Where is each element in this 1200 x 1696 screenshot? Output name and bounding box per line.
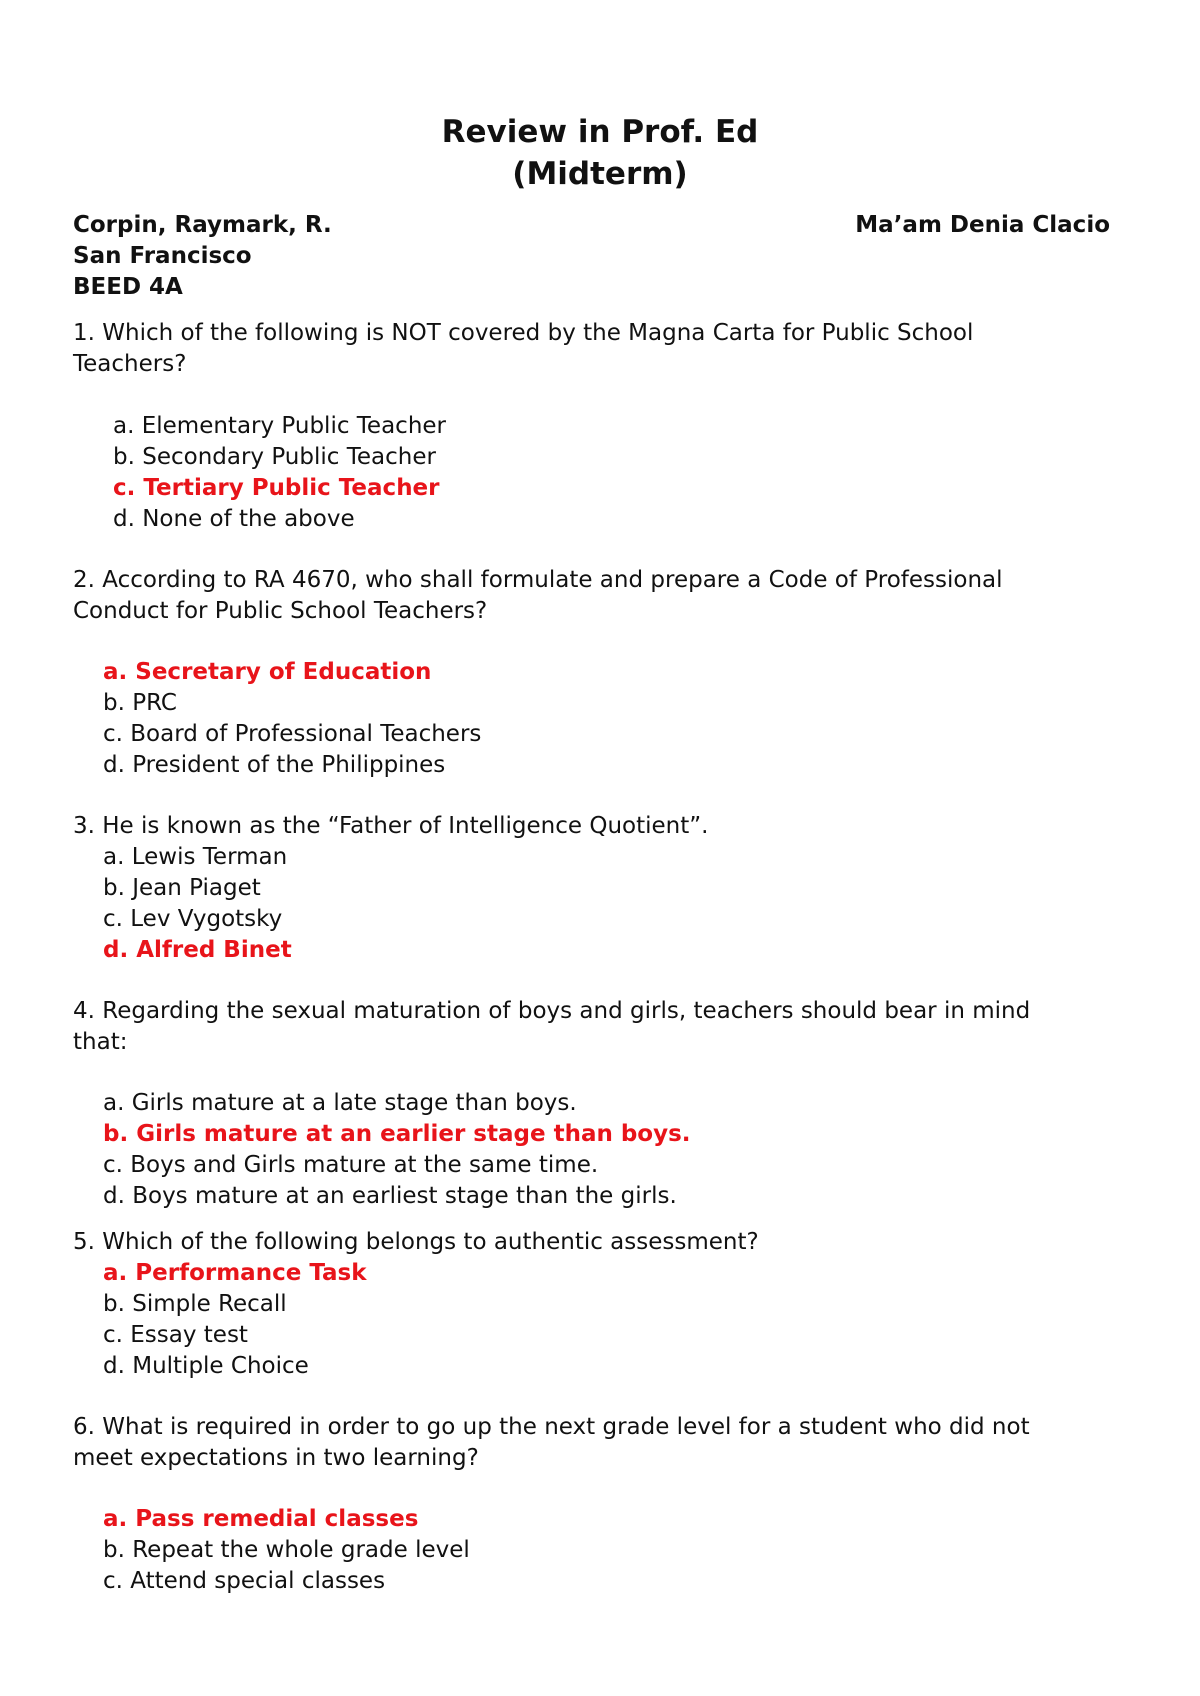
document-title: Review in Prof. Ed: [441, 114, 759, 150]
question-4-text: 4. Regarding the sexual maturation of boys and girls, teachers should bear in mind: [73, 998, 1031, 1024]
question-2-option-c: c. Board of Professional Teachers: [103, 721, 482, 747]
question-6-text: 6. What is required in order to go up the next grade level for a student who did not: [73, 1414, 1030, 1440]
instructor-name: Ma’am Denia Clacio: [855, 212, 1110, 238]
question-5-option-d: d. Multiple Choice: [103, 1353, 309, 1379]
question-3-option-a: a. Lewis Terman: [103, 844, 288, 870]
question-2-option-a-answer: a. Secretary of Education: [103, 659, 432, 685]
student-section: BEED 4A: [73, 274, 183, 300]
question-2-option-b: b. PRC: [103, 690, 177, 716]
question-6-option-c: c. Attend special classes: [103, 1568, 386, 1594]
question-4-option-b-answer: b. Girls mature at an earlier stage than boys.: [103, 1121, 691, 1147]
question-5-option-a-answer: a. Performance Task: [103, 1260, 367, 1286]
question-2-text: 2. According to RA 4670, who shall formulate and prepare a Code of Professional: [73, 567, 1003, 593]
question-4-option-c: c. Boys and Girls mature at the same time.: [103, 1152, 599, 1178]
question-6-text-cont: meet expectations in two learning?: [73, 1445, 479, 1471]
question-2-option-d: d. President of the Philippines: [103, 752, 446, 778]
question-1-option-c-answer: c. Tertiary Public Teacher: [113, 475, 440, 501]
question-4-text-cont: that:: [73, 1029, 128, 1055]
question-1-text-cont: Teachers?: [73, 351, 187, 377]
question-3-option-c: c. Lev Vygotsky: [103, 906, 283, 932]
question-5-option-b: b. Simple Recall: [103, 1291, 287, 1317]
question-4-option-d: d. Boys mature at an earliest stage than the girls.: [103, 1183, 677, 1209]
student-name: Corpin, Raymark, R.: [73, 212, 332, 238]
question-3-option-b: b. Jean Piaget: [103, 875, 261, 901]
question-3-text: 3. He is known as the “Father of Intelligence Quotient”.: [73, 813, 709, 839]
question-1-option-d: d. None of the above: [113, 506, 355, 532]
question-4-option-a: a. Girls mature at a late stage than boys.: [103, 1090, 577, 1116]
document-subtitle: (Midterm): [512, 156, 688, 192]
question-5-option-c: c. Essay test: [103, 1322, 248, 1348]
question-1-option-a: a. Elementary Public Teacher: [113, 413, 447, 439]
question-1-option-b: b. Secondary Public Teacher: [113, 444, 436, 470]
question-3-option-d-answer: d. Alfred Binet: [103, 937, 292, 963]
question-1-text: 1. Which of the following is NOT covered by the Magna Carta for Public School: [73, 320, 974, 346]
question-6-option-b: b. Repeat the whole grade level: [103, 1537, 470, 1563]
student-location: San Francisco: [73, 243, 252, 269]
question-2-text-cont: Conduct for Public School Teachers?: [73, 598, 488, 624]
question-6-option-a-answer: a. Pass remedial classes: [103, 1506, 419, 1532]
question-5-text: 5. Which of the following belongs to authentic assessment?: [73, 1229, 759, 1255]
